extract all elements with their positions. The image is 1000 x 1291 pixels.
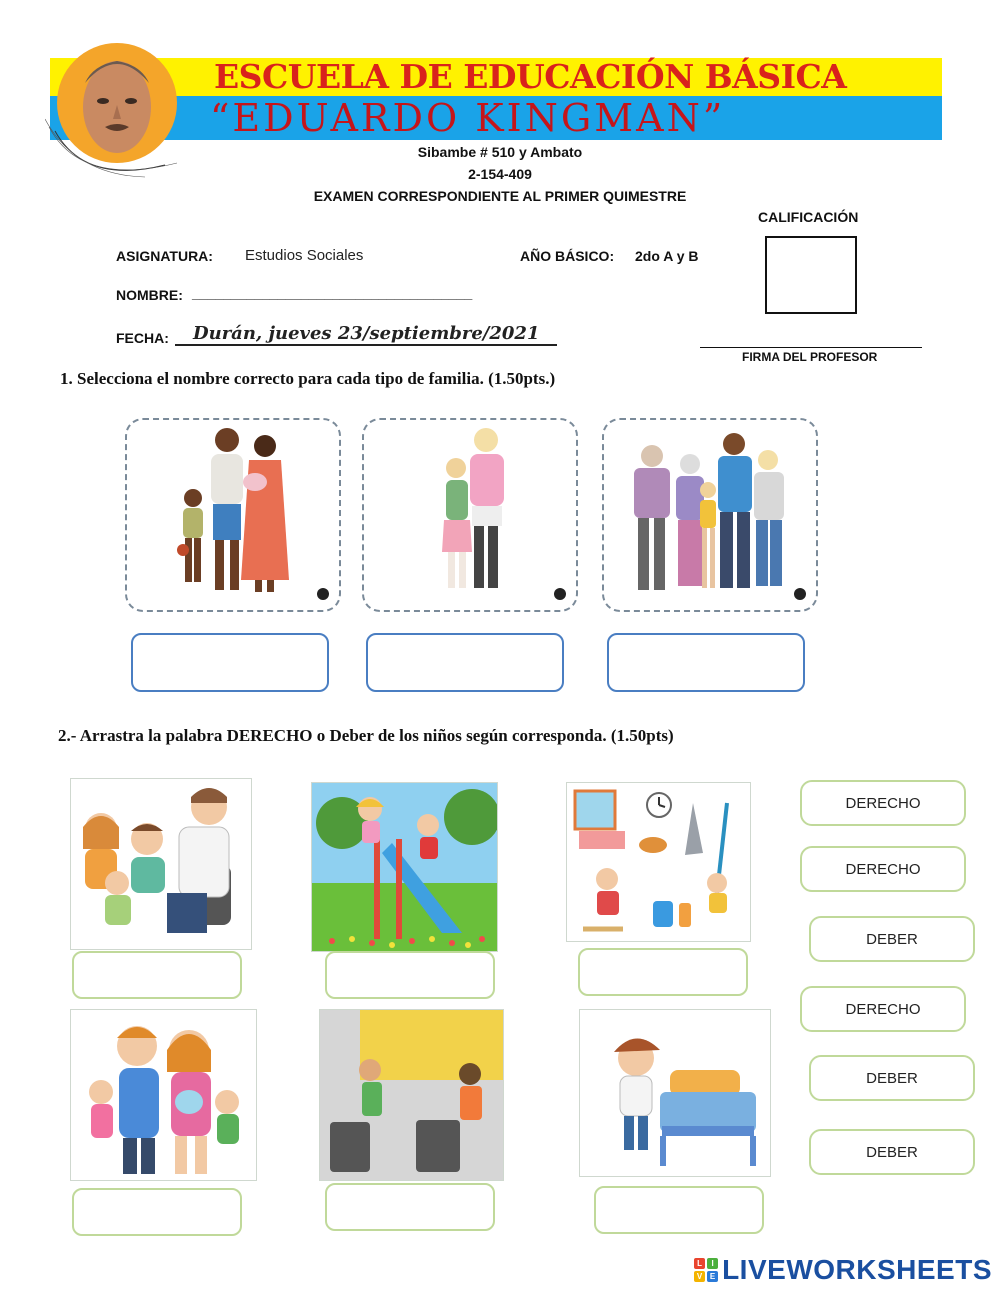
brand-logo-icon: L I V E (694, 1258, 718, 1282)
school-name-line1: ESCUELA DE EDUCACIÓN BÁSICA (214, 57, 847, 96)
date-label: FECHA: (116, 330, 169, 346)
score-label: CALIFICACIÓN (758, 209, 859, 225)
chip-deber-1[interactable]: DEBER (809, 916, 975, 962)
school-address: Sibambe # 510 y Ambato (417, 144, 583, 160)
children-playing-on-slide-illustration (312, 783, 497, 951)
subject-value: Estudios Sociales (245, 247, 364, 264)
drop-box-3[interactable] (578, 948, 748, 996)
family-answer-box-1[interactable] (131, 633, 329, 692)
score-box (765, 236, 857, 314)
drop-box-4[interactable] (72, 1188, 242, 1236)
drop-box-1[interactable] (72, 951, 242, 999)
picture-recycling (319, 1009, 504, 1181)
boy-making-bed-illustration (580, 1010, 770, 1176)
single-parent-family-illustration (364, 420, 576, 610)
children-recycling-illustration (320, 1010, 503, 1180)
school-name-line2: “EDUARDO KINGMAN” (210, 96, 726, 140)
chip-derecho-2[interactable]: DERECHO (800, 846, 966, 892)
name-input-line[interactable]: ____________________________________ (192, 285, 473, 301)
picture-family-hug (70, 1009, 257, 1181)
liveworksheets-brand (694, 1254, 992, 1286)
date-value: Durán, jueves 23/septiembre/2021 (175, 323, 557, 346)
extended-family-illustration (604, 420, 816, 610)
picture-make-bed (579, 1009, 771, 1177)
signature-label: FIRMA DEL PROFESOR (742, 350, 878, 364)
children-cleaning-house-illustration (567, 783, 750, 941)
signature-line (700, 347, 922, 348)
drop-box-2[interactable] (325, 951, 495, 999)
exam-title: EXAMEN CORRESPONDIENTE AL PRIMER QUIMESTRE (313, 188, 687, 204)
drop-box-5[interactable] (325, 1183, 495, 1231)
school-phone: 2-154-409 (468, 166, 532, 182)
drop-box-6[interactable] (594, 1186, 764, 1234)
name-label: NOMBRE: (116, 287, 183, 303)
school-logo (45, 35, 195, 185)
question-1-text: 1. Selecciona el nombre correcto para cada tipo de familia. (1.50pts.) (60, 369, 556, 388)
chip-deber-3[interactable]: DEBER (809, 1129, 975, 1175)
picture-playground (311, 782, 498, 952)
family-card-2 (362, 418, 578, 612)
picture-chores (566, 782, 751, 942)
child-at-doctor-illustration (71, 779, 251, 949)
chip-deber-2[interactable]: DEBER (809, 1055, 975, 1101)
family-card-3 (602, 418, 818, 612)
grade-value: 2do A y B (635, 248, 699, 264)
family-answer-box-3[interactable] (607, 633, 805, 692)
question-2-text: 2.- Arrastra la palabra DERECHO o Deber de los niños según corresponda. (1.50pts) (58, 726, 674, 745)
brand-name: LIVEWORKSHEETS (722, 1254, 992, 1285)
subject-label: ASIGNATURA: (116, 248, 213, 264)
chip-derecho-3[interactable]: DERECHO (800, 986, 966, 1032)
grade-label: AÑO BÁSICO: (520, 248, 615, 264)
family-hugging-illustration (71, 1010, 256, 1180)
family-card-1 (125, 418, 341, 612)
chip-derecho-1[interactable]: DERECHO (800, 780, 966, 826)
nuclear-family-illustration (127, 420, 339, 610)
picture-doctor (70, 778, 252, 950)
family-answer-box-2[interactable] (366, 633, 564, 692)
